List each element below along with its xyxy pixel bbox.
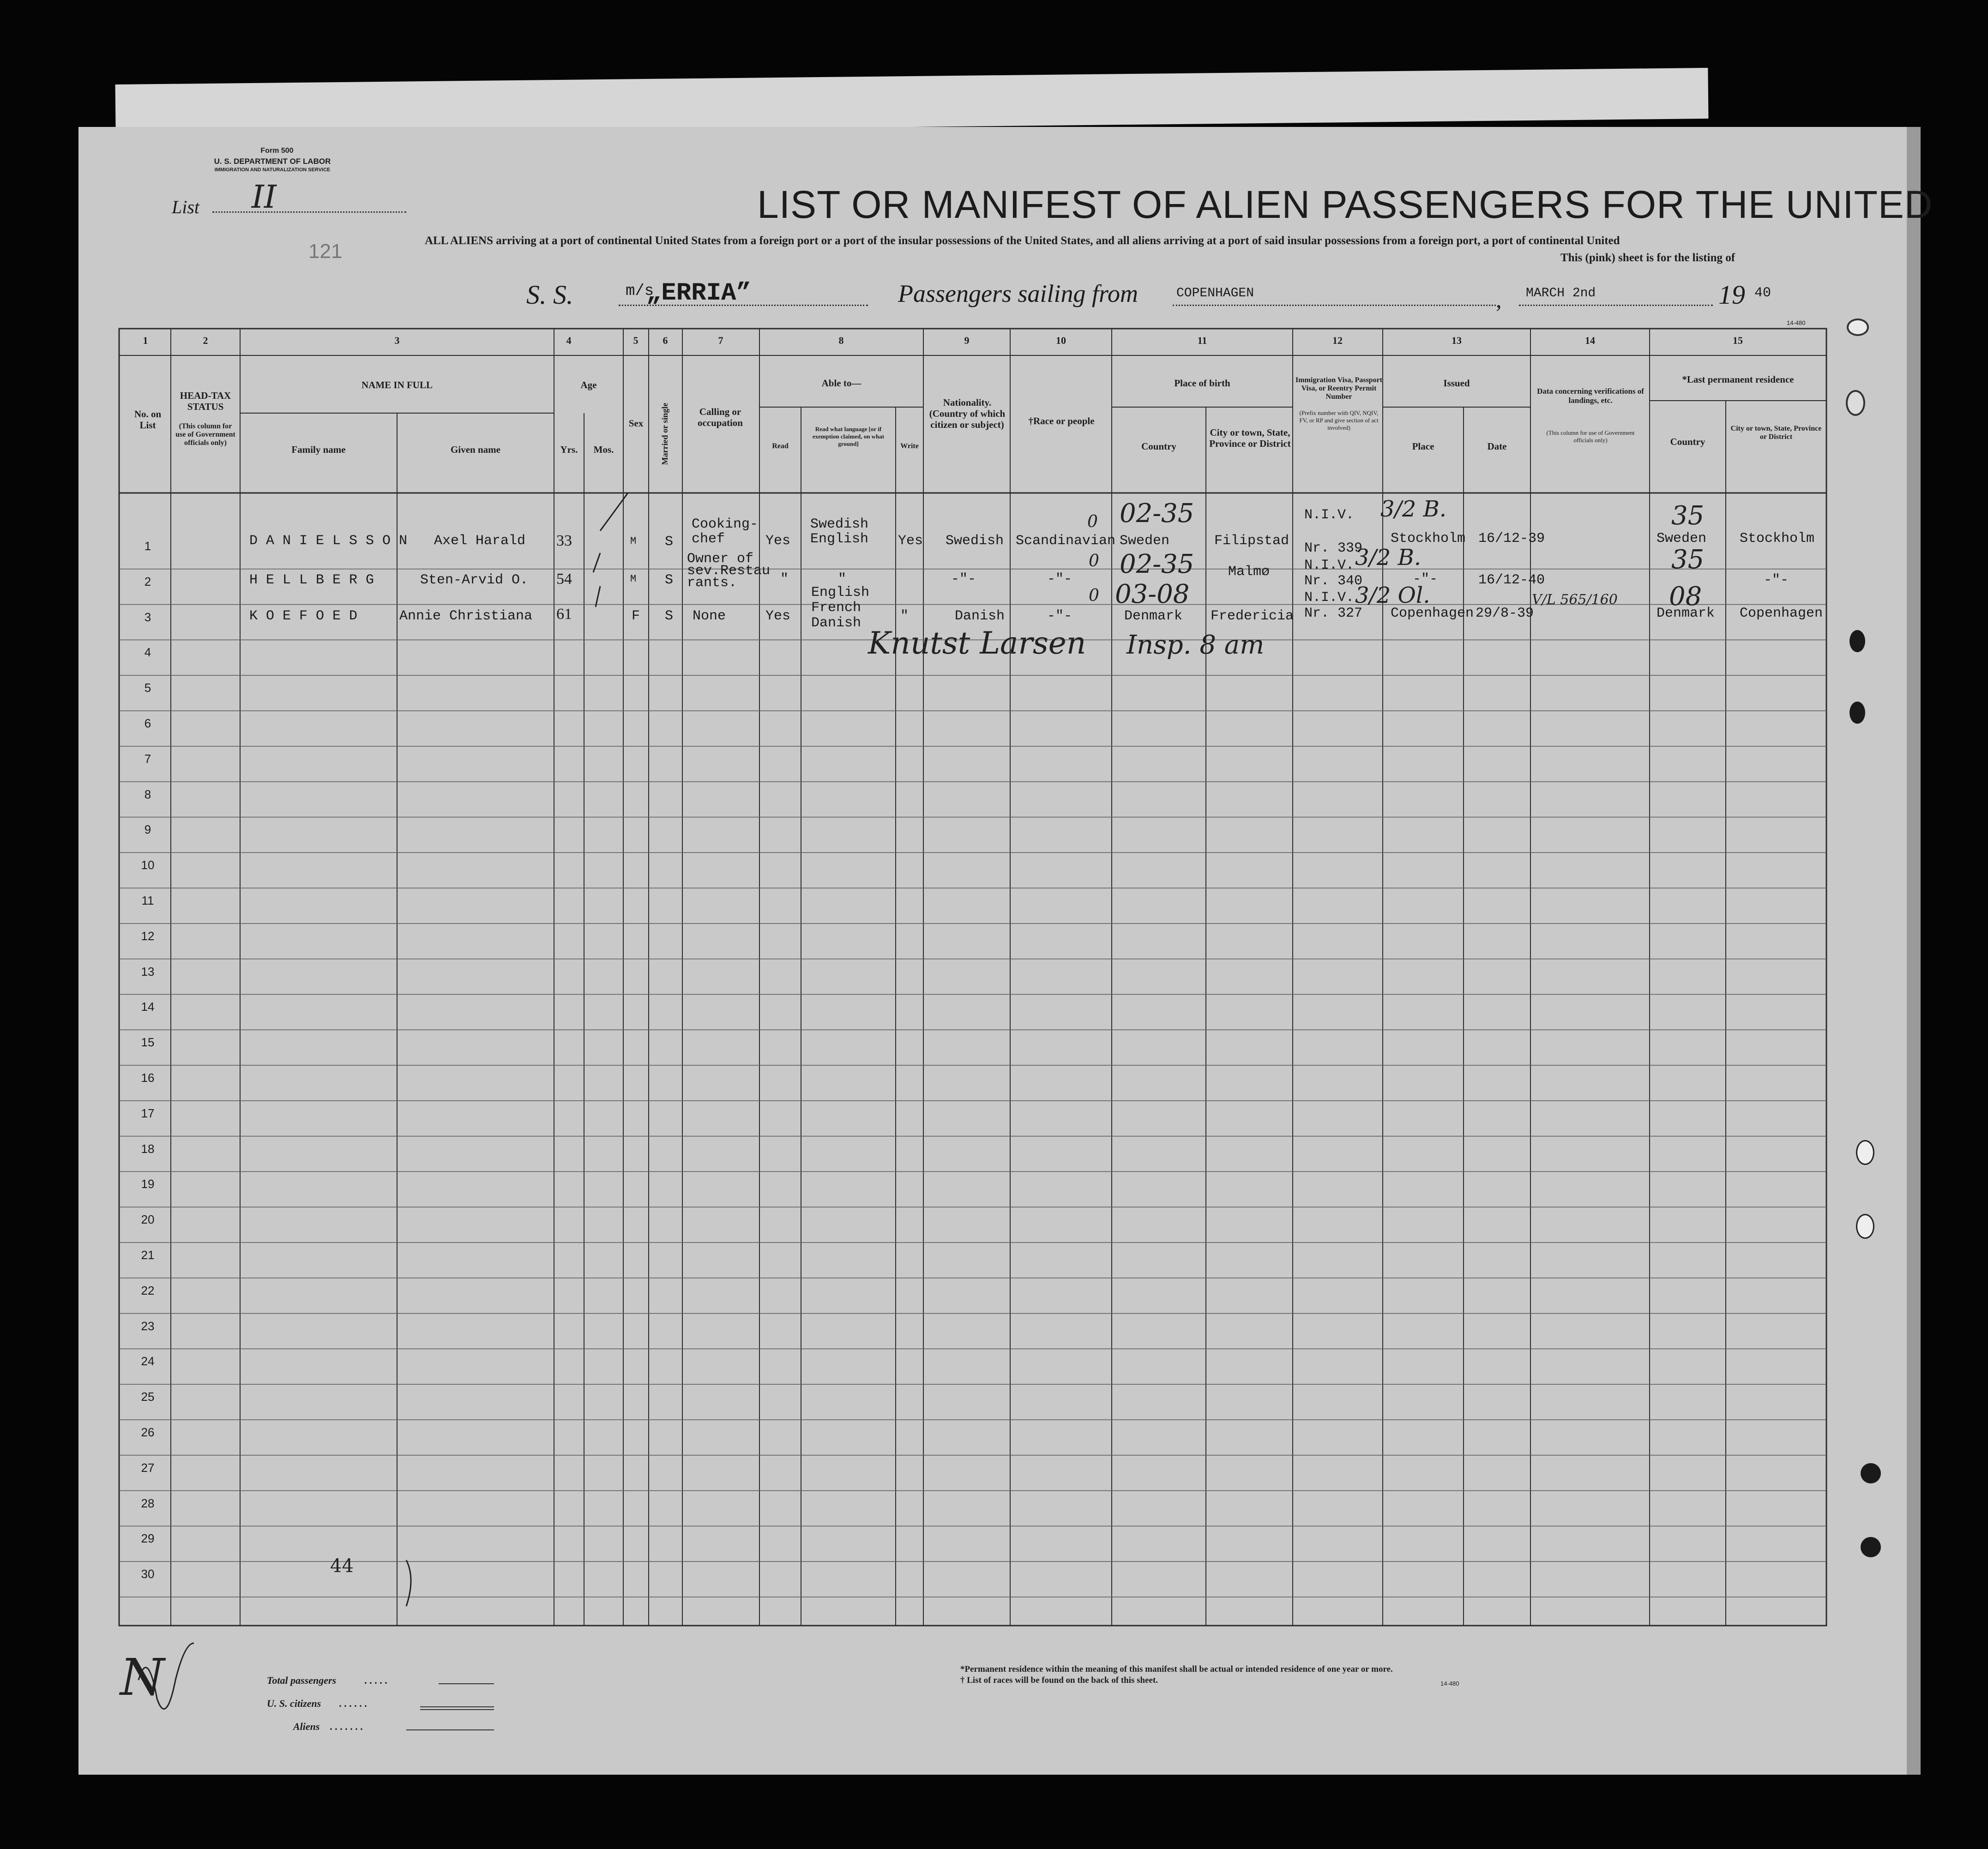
row1-verification: 3/2 B. [1380, 496, 1447, 522]
dots-3: . . . . . . . [330, 1721, 363, 1732]
row3-sex: F [632, 608, 640, 624]
row1-languages: Swedish English [810, 516, 869, 547]
column-number: 7 [718, 335, 723, 346]
row-number: 5 [144, 681, 151, 695]
column-number: 14 [1585, 335, 1595, 346]
row2-visa: N.I.V. Nr. 340 [1304, 558, 1363, 589]
hdr-write: Write [900, 442, 919, 450]
footer-total-passengers: Total passengers [267, 1675, 337, 1686]
hdr-sex: Sex [628, 418, 644, 429]
row1-birth-country: Sweden [1120, 533, 1170, 549]
footer-code: 14-480 [1440, 1680, 1459, 1687]
subtitle-2: This (pink) sheet is for the listing of [1560, 252, 1735, 264]
ship-name: „ERRIA” [646, 279, 751, 307]
row1-race: Scandinavian [1016, 533, 1116, 549]
row3-landing: V/L 565/160 [1532, 592, 1618, 608]
footnote-1: *Permanent residence within the meaning of this manifest shall be actual or intended residence of one year or more. [960, 1664, 1393, 1674]
hdr-head-tax-note: (This column for use of Government officials only) [175, 422, 235, 447]
row-number: 26 [141, 1425, 155, 1439]
hdr-age: Age [580, 379, 597, 390]
hdr-visa: Immigration Visa, Passport Visa, or Reentry Permit Number [1295, 376, 1382, 401]
row3-issued-place: Copenhagen [1391, 606, 1474, 621]
row1-res-city: Stockholm [1740, 531, 1815, 546]
row3-given: Annie Christiana [399, 608, 533, 624]
hdr-given-name: Given name [451, 444, 500, 455]
row-number: 8 [144, 787, 151, 801]
row-number: 7 [144, 751, 151, 766]
row2-sex: M [630, 573, 637, 585]
port: COPENHAGEN [1176, 286, 1254, 300]
corner-mark: N [120, 1648, 165, 1707]
row-number: 10 [141, 858, 155, 872]
column-number: 6 [663, 335, 668, 346]
row3-issued-date: 29/8-39 [1476, 606, 1534, 621]
footnote-2: † List of races will be found on the back of this sheet. [960, 1675, 1158, 1685]
row3-birth-city: Fredericia [1211, 608, 1294, 624]
row1-yrs: 33 [556, 532, 572, 549]
row2-occupation: Owner of sev.Restau rants. [687, 551, 771, 591]
column-number: 2 [203, 335, 208, 346]
row-number: 3 [144, 610, 151, 624]
row-number: 6 [144, 716, 151, 730]
hdr-issued: Issued [1443, 378, 1470, 389]
row3-write: " [900, 608, 909, 624]
row-number: 13 [141, 964, 155, 979]
dots-2: . . . . . . [339, 1698, 367, 1709]
row1-family: D A N I E L S S O N [249, 533, 408, 549]
row1-occupation: Cooking- chef [692, 516, 759, 547]
service: IMMIGRATION AND NATURALIZATION SERVICE [214, 167, 331, 173]
row3-res-country: Denmark [1657, 606, 1715, 621]
row3-birth-country: Denmark [1124, 608, 1183, 624]
row2-issued-date: 16/12-40 [1478, 572, 1545, 588]
hdr-nationality: Nationality. (Country of which citizen or subject) [929, 397, 1006, 430]
row3-race-code: 0 [1089, 586, 1099, 605]
hdr-birth-city: City or town, State, Province or District [1209, 427, 1291, 449]
row1-sex: M [630, 535, 637, 547]
hdr-mos: Mos. [593, 444, 614, 455]
page-title: LIST OR MANIFEST OF ALIEN PASSENGERS FOR THE UNITED [757, 183, 1933, 226]
row-number: 18 [141, 1141, 155, 1156]
row-number: 21 [141, 1248, 155, 1262]
row2-nationality: -"- [951, 571, 976, 587]
hdr-read: Read [772, 442, 789, 450]
row2-verification: 3/2 B. [1355, 545, 1422, 570]
column-number: 10 [1056, 335, 1066, 346]
row3-ms: S [665, 608, 674, 624]
row1-visa: N.I.V. Nr. 339 [1304, 507, 1363, 556]
row1-ms: S [665, 534, 674, 550]
row1-read: Yes [765, 533, 791, 549]
row3-family: K O E F O E D [249, 608, 358, 624]
row3-occupation: None [693, 608, 726, 624]
hdr-name-in-full: NAME IN FULL [361, 379, 433, 390]
hdr-issued-place: Place [1412, 441, 1434, 452]
row-number: 25 [141, 1390, 155, 1404]
row3-languages: English French Danish [811, 585, 870, 631]
row-number: 9 [144, 822, 151, 837]
hdr-birth-country: Country [1141, 441, 1176, 452]
row-number: 11 [141, 894, 154, 907]
row2-race-code: 0 [1089, 552, 1099, 570]
column-number: 13 [1452, 335, 1462, 346]
row-number: 12 [141, 929, 155, 943]
row3-race: -"- [1047, 608, 1072, 624]
row3-visa: N.I.V. Nr. 327 [1304, 590, 1363, 621]
ship-prefix: m/s [626, 282, 654, 300]
hdr-last-residence: *Last permanent residence [1682, 374, 1794, 385]
hdr-res-city: City or town, State, Province or District [1730, 425, 1822, 441]
row-number: 27 [141, 1460, 155, 1475]
column-number: 5 [633, 335, 639, 346]
hdr-visa-note: (Prefix number with QIV, NQIV, FV, or RP and give section of act involved) [1299, 409, 1379, 431]
row-number: 2 [144, 574, 151, 588]
row2-read: " [780, 571, 789, 587]
row-number: 4 [144, 645, 151, 660]
row-number: 23 [141, 1319, 155, 1333]
hdr-calling: Calling or occupation [697, 406, 743, 428]
row1-birth-code: 02-35 [1120, 498, 1194, 528]
hdr-married: Married or single [660, 402, 669, 465]
year-prefix: 19 [1718, 280, 1745, 310]
row1-nationality: Swedish [946, 533, 1004, 549]
row3-read: Yes [765, 608, 791, 624]
row-number: 15 [141, 1035, 155, 1050]
sailing-date: MARCH 2nd [1526, 286, 1596, 300]
row3-res-city: Copenhagen [1740, 606, 1823, 621]
row-number: 30 [141, 1567, 155, 1581]
inspector-note: Insp. 8 am [1127, 630, 1265, 660]
row1-given: Axel Harald [434, 533, 526, 549]
footer-us-citizens: U. S. citizens [267, 1698, 321, 1709]
column-number: 8 [838, 335, 844, 346]
dots-1: . . . . . [365, 1675, 388, 1686]
footer-aliens: Aliens [293, 1721, 320, 1732]
row1-race-code: 0 [1087, 512, 1098, 531]
list-number: II [252, 179, 277, 216]
row-number: 29 [141, 1531, 155, 1546]
comma: , [1496, 287, 1502, 312]
column-number: 12 [1332, 335, 1343, 346]
sailing-label: Passengers sailing from [898, 280, 1139, 307]
year-suffix: 40 [1754, 285, 1771, 301]
row3-res-code: 08 [1669, 582, 1702, 612]
row-number: 28 [141, 1496, 155, 1510]
row-number: 24 [141, 1354, 155, 1369]
column-number: 11 [1197, 335, 1207, 346]
row-number: 22 [141, 1283, 155, 1297]
row2-birth-city: Malmø [1228, 564, 1270, 580]
department: U. S. DEPARTMENT OF LABOR [214, 157, 331, 166]
form-number: Form 500 [260, 147, 294, 155]
corner-code: 14-480 [1787, 319, 1806, 326]
column-number: 4 [566, 335, 572, 346]
row2-ms: S [665, 572, 674, 588]
hdr-landing: Data concerning verifications of landings, etc. [1537, 387, 1644, 405]
row-number: 1 [144, 539, 151, 553]
row-number: 16 [141, 1071, 155, 1085]
inspector-signature: Knutst Larsen [868, 625, 1086, 661]
hdr-head-tax: HEAD-TAX STATUS [180, 390, 231, 412]
hdr-no-on-list: No. on List [134, 408, 162, 431]
hdr-race: †Race or people [1028, 415, 1095, 426]
row1-res-country: Sweden [1657, 531, 1707, 546]
column-number: 1 [143, 335, 148, 346]
row2-res-code: 35 [1671, 545, 1705, 575]
hdr-issued-date: Date [1487, 441, 1507, 452]
stamp-number: 121 [308, 240, 343, 263]
row2-family: H E L L B E R G [249, 572, 374, 588]
hdr-family-name: Family name [291, 444, 346, 455]
row2-issued-place: -"- [1413, 571, 1438, 587]
row1-write: Yes [898, 533, 923, 549]
hdr-yrs: Yrs. [560, 444, 578, 455]
row2-yrs: 54 [556, 570, 572, 588]
subtitle-1: ALL ALIENS arriving at a port of continental United States from a foreign port or a port of the insular possessions of the United States, and all aliens arriving at a port of said insular possessions from a foreign port, a port of continental United [425, 234, 1620, 247]
row2-birth-code: 02-35 [1120, 549, 1194, 579]
row3-verification: 3/2 Ol. [1355, 582, 1430, 608]
hdr-able-to: Able to— [821, 378, 861, 389]
row2-res-city: -"- [1764, 572, 1789, 588]
hdr-landing-note: (This column for use of Government officials only) [1546, 429, 1635, 444]
row1-issued-place: Stockholm [1391, 531, 1466, 546]
row-number: 19 [141, 1177, 155, 1191]
ss-label: S. S. [526, 280, 573, 310]
row3-yrs: 61 [556, 606, 572, 623]
row1-issued-date: 16/12-39 [1478, 531, 1545, 546]
tally-number: 44 [330, 1555, 354, 1577]
column-number: 3 [394, 335, 400, 346]
row2-given: Sten-Arvid O. [420, 572, 529, 588]
row-number: 14 [141, 1000, 155, 1014]
row1-res-code: 35 [1671, 501, 1705, 531]
hdr-place-of-birth: Place of birth [1174, 378, 1230, 389]
row3-nationality: Danish [955, 608, 1005, 624]
hdr-read-what: Read what language [or if exemption claimed, on what ground] [812, 426, 885, 447]
row2-race: -"- [1047, 571, 1072, 587]
column-number: 9 [964, 335, 970, 346]
column-number: 15 [1733, 335, 1743, 346]
row2-languages: " [838, 571, 847, 587]
row1-birth-city: Filipstad [1214, 533, 1289, 549]
hdr-res-country: Country [1670, 436, 1705, 447]
list-label: List [172, 197, 200, 217]
row-number: 17 [141, 1106, 155, 1120]
row3-birth-code: 03-08 [1115, 579, 1190, 609]
row-number: 20 [141, 1213, 155, 1227]
